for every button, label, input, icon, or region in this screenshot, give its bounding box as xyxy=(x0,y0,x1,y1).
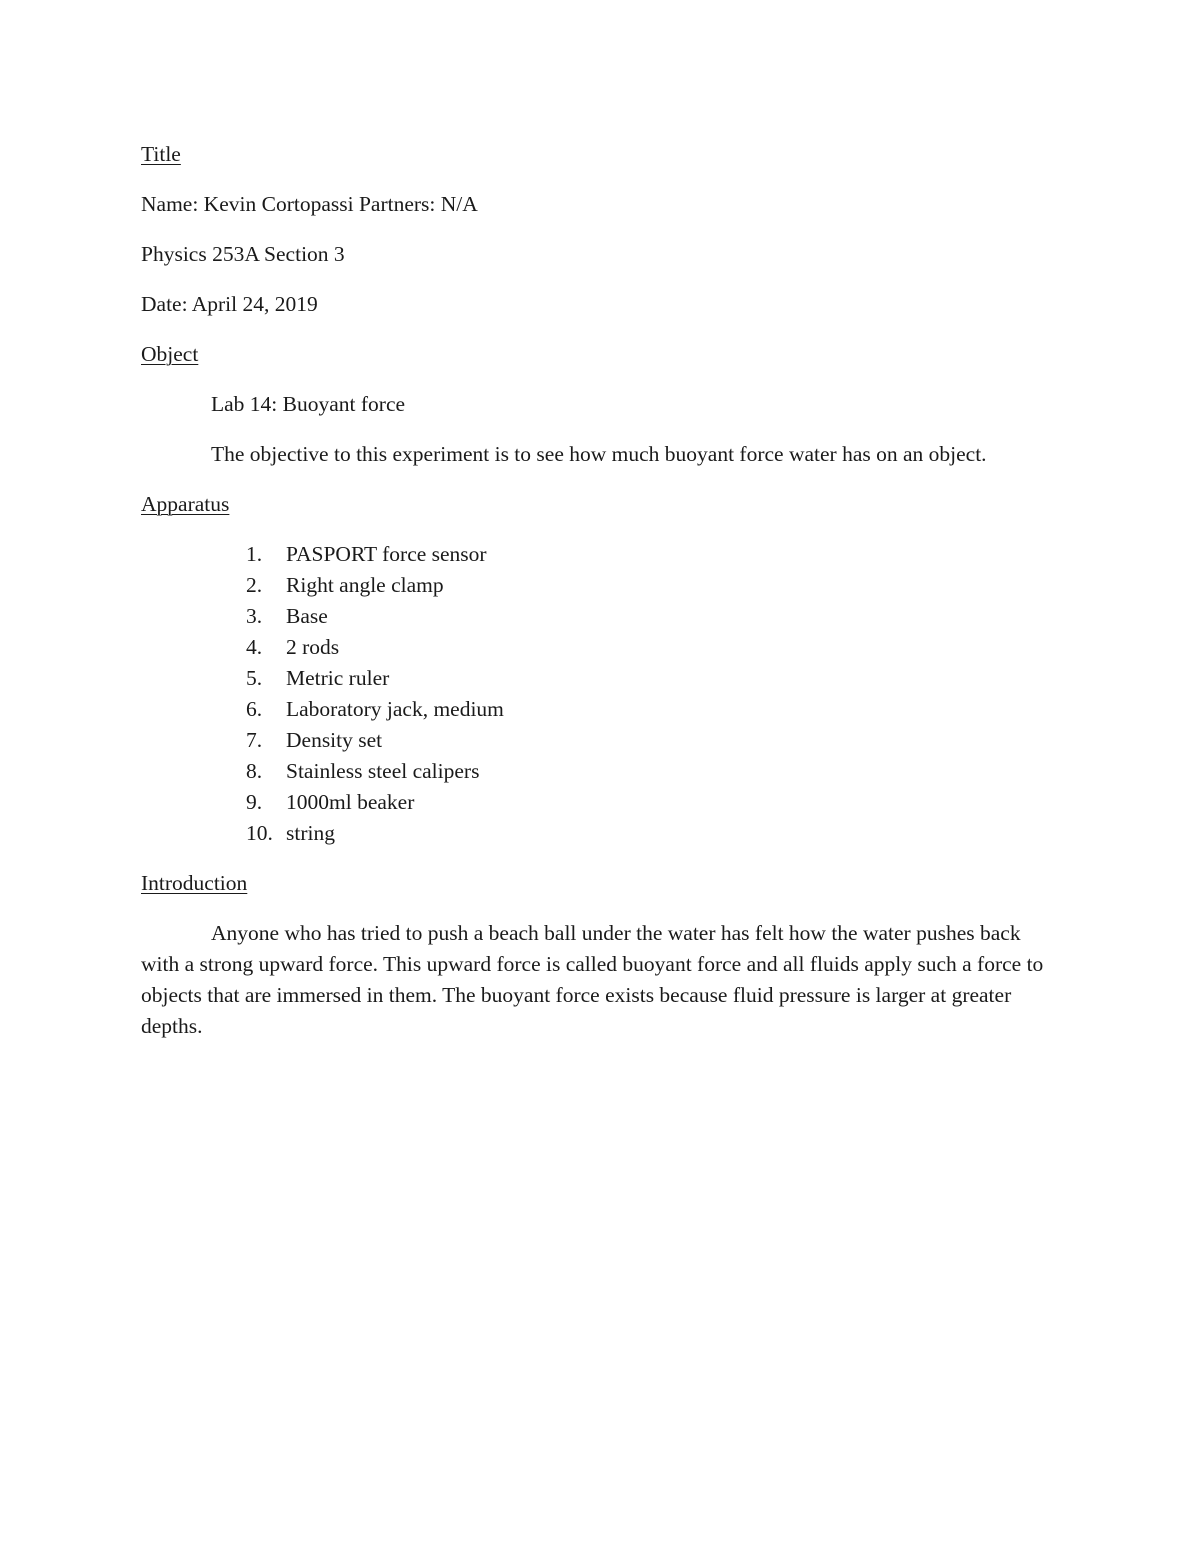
list-item-text: string xyxy=(286,821,335,845)
list-item-number: 4. xyxy=(246,635,263,659)
object-heading: Object xyxy=(141,342,199,366)
list-item-number-wrap xyxy=(141,663,282,694)
list-item-number-wrap xyxy=(141,694,282,725)
objective-paragraph: The objective to this experiment is to see how much buoyant force water has on an object. xyxy=(211,442,987,466)
apparatus-heading: Apparatus xyxy=(141,492,230,516)
name-line: Name: Kevin Cortopassi Partners: N/A xyxy=(141,192,478,216)
list-item-text: Right angle clamp xyxy=(286,573,444,597)
list-item-number: 7. xyxy=(246,728,263,752)
date-line: Date: April 24, 2019 xyxy=(141,292,318,316)
list-item-number-wrap xyxy=(141,570,282,601)
lab-line: Lab 14: Buoyant force xyxy=(211,392,406,416)
list-item-number: 2. xyxy=(246,573,263,597)
list-item-number: 6. xyxy=(246,697,263,721)
list-item-text: PASPORT force sensor xyxy=(286,542,487,566)
list-item-number: 9. xyxy=(246,790,263,814)
list-item xyxy=(141,818,1061,849)
list-item-number: 5. xyxy=(246,666,263,690)
list-item-number: 1. xyxy=(246,542,263,566)
list-item-number-wrap xyxy=(141,756,282,787)
list-item-text: Base xyxy=(286,604,328,628)
document-page xyxy=(141,139,1061,1061)
list-item xyxy=(141,632,1061,663)
list-item xyxy=(141,539,1061,570)
list-item xyxy=(141,756,1061,787)
list-item xyxy=(141,787,1061,818)
list-item-number-wrap xyxy=(141,632,282,663)
list-item-text: Stainless steel calipers xyxy=(286,759,480,783)
title-heading: Title xyxy=(141,142,181,166)
list-item-number-wrap xyxy=(141,725,282,756)
list-item xyxy=(141,601,1061,632)
list-item xyxy=(141,725,1061,756)
list-item-number-wrap xyxy=(141,601,282,632)
list-item-number: 3. xyxy=(246,604,263,628)
list-item-number-wrap xyxy=(141,787,282,818)
list-item-text: Laboratory jack, medium xyxy=(286,697,504,721)
apparatus-list xyxy=(141,539,1061,849)
list-item-text: Density set xyxy=(286,728,383,752)
list-item-text: Metric ruler xyxy=(286,666,390,690)
list-item-number-wrap xyxy=(141,818,282,849)
course-line: Physics 253A Section 3 xyxy=(141,242,345,266)
introduction-heading: Introduction xyxy=(141,871,248,895)
list-item-number: 10. xyxy=(246,821,273,845)
list-item-text: 1000ml beaker xyxy=(286,790,415,814)
list-item xyxy=(141,663,1061,694)
introduction-paragraph: Anyone who has tried to push a beach ball under the water has felt how the water pushes back with a strong upward force. This upward force is called buoyant force and all fluids apply such a force to objects that are immersed in them. The buoyant force exists because fluid pressure is larger at greater depths. xyxy=(141,921,1044,1038)
list-item-number-wrap xyxy=(141,539,282,570)
list-item xyxy=(141,694,1061,725)
list-item xyxy=(141,570,1061,601)
list-item-number: 8. xyxy=(246,759,263,783)
list-item-text: 2 rods xyxy=(286,635,340,659)
